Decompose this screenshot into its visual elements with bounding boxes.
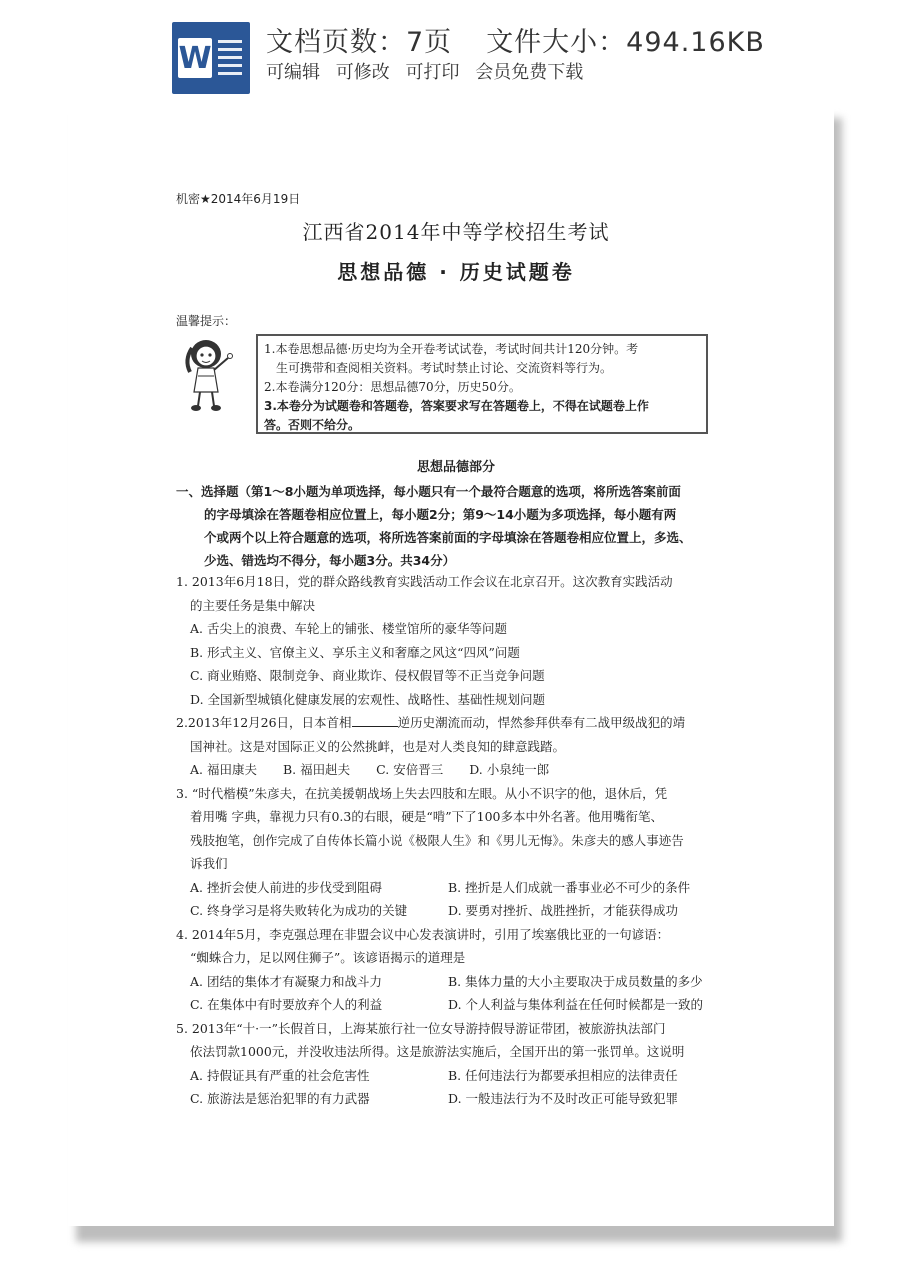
option: B. 福田赳夫 <box>282 762 351 777</box>
notice-line: 1.本卷思想品德·历史均为全开卷考试试卷，考试时间共计120分钟。考 <box>264 342 639 356</box>
option-row <box>176 1087 736 1111</box>
option-row <box>176 1064 736 1088</box>
word-document-icon <box>172 22 250 94</box>
page-count: 文档页数：7页 <box>266 27 453 58</box>
notice-line: 生可携带和查阅相关资料。考试时禁止讨论、交流资料等行为。 <box>276 361 613 375</box>
option: B. 集体力量的大小主要取决于成员数量的多少 <box>448 973 703 989</box>
exam-title: 江西省2014年中等学校招生考试 <box>302 220 610 244</box>
option: C. 安倍晋三 <box>376 762 444 777</box>
tips-label: 温馨提示： <box>176 314 237 328</box>
notice-line: 答。否则不给分。 <box>264 418 361 432</box>
option: D. 小泉纯一郎 <box>469 762 550 777</box>
option-row <box>176 899 736 923</box>
feature-list <box>266 58 593 84</box>
option: A. 舌尖上的浪费、车轮上的铺张、楼堂馆所的豪华等问题 <box>190 621 507 636</box>
file-size: 文件大小：494.16KB <box>486 27 765 58</box>
section-line: 个或两个以上符合题意的选项，将所选答案前面的字母填涂在答题卷相应位置上，多选、 <box>204 530 692 545</box>
option-row <box>176 970 736 994</box>
option: D. 全国新型城镇化健康发展的宏观性、战略性、基础性规划问题 <box>190 691 546 707</box>
file-info <box>266 20 765 59</box>
question-2: 2.2013年12月26日，日本首相 逆历史潮流而动，悍然参拜供奉有二战甲级战犯的靖 国神社。这是对国际正义的公然挑衅，也是对人类良知的肆意践踏。 A. 福田康夫 B. 福田赳夫 C. 安倍晋三 D. 小泉纯一郎 <box>176 711 736 782</box>
option-row <box>176 758 736 782</box>
question-5: 5. 2013年“十·一”长假首日，上海某旅行社一位女导游持假导游证带团，被旅游执法部门 依法罚款1000元，并没收违法所得。这是旅游法实施后，全国开出的第一张罚单。这说明 A. 持假证具有严重的社会危害性 B. 任何违法行为都要承担相应的法律责任 C. 旅游法是惩治犯罪的有力武器 D. 一般违法行为不及时改正可能导致犯罪 <box>176 1017 736 1111</box>
option: C. 在集体中有时要放弃个人的利益 <box>190 997 383 1012</box>
question-list <box>176 570 736 1111</box>
option-row <box>176 876 736 900</box>
exam-notice-box <box>256 334 708 434</box>
exam-subtitle: 思想品德 · 历史试题卷 <box>337 260 575 284</box>
option: D. 个人利益与集体利益在任何时候都是一致的 <box>448 997 704 1012</box>
option: B. 挫折是人们成就一番事业必不可少的条件 <box>448 879 691 895</box>
answer-blank <box>352 714 398 727</box>
question-1: 1. 2013年6月18日，党的群众路线教育实践活动工作会议在北京召开。这次教育实践活动 的主要任务是集中解决 A. 舌尖上的浪费、车轮上的铺张、楼堂馆所的豪华等问题 B. 形式主义、官僚主义、享乐主义和奢靡之风这“四风”问题 C. 商业贿赂、限制竞争、商业欺诈、侵权假冒等不正当竞争问题 D. 全国新型城镇化健康发展的宏观性、战略性、基础性规划问题 <box>176 570 736 711</box>
cartoon-girl-icon <box>180 336 240 414</box>
word-letter: W <box>178 38 212 78</box>
option: C. 终身学习是将失败转化为成功的关键 <box>190 903 408 918</box>
question-3: 3. “时代楷模”朱彦夫，在抗美援朝战场上失去四肢和左眼。从小不识字的他，退休后，凭 着用嘴 字典，靠视力只有0.3的右眼，硬是“啃”下了100多本中外名著。他用嘴衔笔、 残肢抱笔，创作完成了自传体长篇小说《极限人生》和《男儿无悔》。朱彦夫的感人事迹告 诉我们 A. 挫折会使人前进的步伐受到阻碍 B. 挫折是人们成就一番事业必不可少的条件 C. 终身学习是将失败转化为成功的关键 D. 要勇对挫折、战胜挫折，才能获得成功 <box>176 782 736 923</box>
download-banner <box>0 0 900 96</box>
option: C. 旅游法是惩治犯罪的有力武器 <box>190 1091 370 1106</box>
option: D. 要勇对挫折、战胜挫折，才能获得成功 <box>448 903 679 918</box>
option: A. 福田康夫 <box>190 762 257 777</box>
question-4: 4. 2014年5月，李克强总理在非盟会议中心发表演讲时，引用了埃塞俄比亚的一句谚语： “蜘蛛合力，足以网住狮子”。该谚语揭示的道理是 A. 团结的集体才有凝聚力和战斗力 B. 集体力量的大小主要取决于成员数量的多少 C. 在集体中有时要放弃个人的利益 D. 个人利益与集体利益在任何时候都是一致的 <box>176 923 736 1017</box>
option: B. 形式主义、官僚主义、享乐主义和奢靡之风这“四风”问题 <box>190 644 520 660</box>
section-line: 的字母填涂在答题卷相应位置上，每小题2分；第9～14小题为多项选择，每小题有两 <box>204 507 677 522</box>
option: A. 持假证具有严重的社会危害性 <box>190 1067 370 1083</box>
option-row <box>176 993 736 1017</box>
option: B. 任何违法行为都要承担相应的法律责任 <box>448 1067 678 1083</box>
section-instructions <box>176 480 736 572</box>
section-head: 一、选择题（第1～8小题为单项选择，每小题只有一个最符合题意的选项，将所选答案前面 <box>176 484 681 499</box>
option: D. 一般违法行为不及时改正可能导致犯罪 <box>448 1091 679 1106</box>
option: A. 团结的集体才有凝聚力和战斗力 <box>190 973 382 989</box>
feature-modifiable: 可修改 <box>335 62 390 83</box>
feature-editable: 可编辑 <box>266 62 320 83</box>
notice-line: 2.本卷满分120分：思想品德70分，历史50分。 <box>264 380 521 394</box>
part-title: 思想品德部分 <box>416 460 495 475</box>
section-line: 少选、错选均不得分，每小题3分。共34分） <box>204 553 456 568</box>
notice-line: 3.本卷分为试题卷和答题卷，答案要求写在答题卷上，不得在试题卷上作 <box>264 399 649 413</box>
option: C. 商业贿赂、限制竞争、商业欺诈、侵权假冒等不正当竞争问题 <box>190 668 545 683</box>
option: A. 挫折会使人前进的步伐受到阻碍 <box>190 879 382 895</box>
feature-printable: 可打印 <box>405 62 460 83</box>
secret-date: 机密★2014年6月19日 <box>176 192 301 206</box>
feature-member-download[interactable]: 会员免费下载 <box>475 62 584 83</box>
